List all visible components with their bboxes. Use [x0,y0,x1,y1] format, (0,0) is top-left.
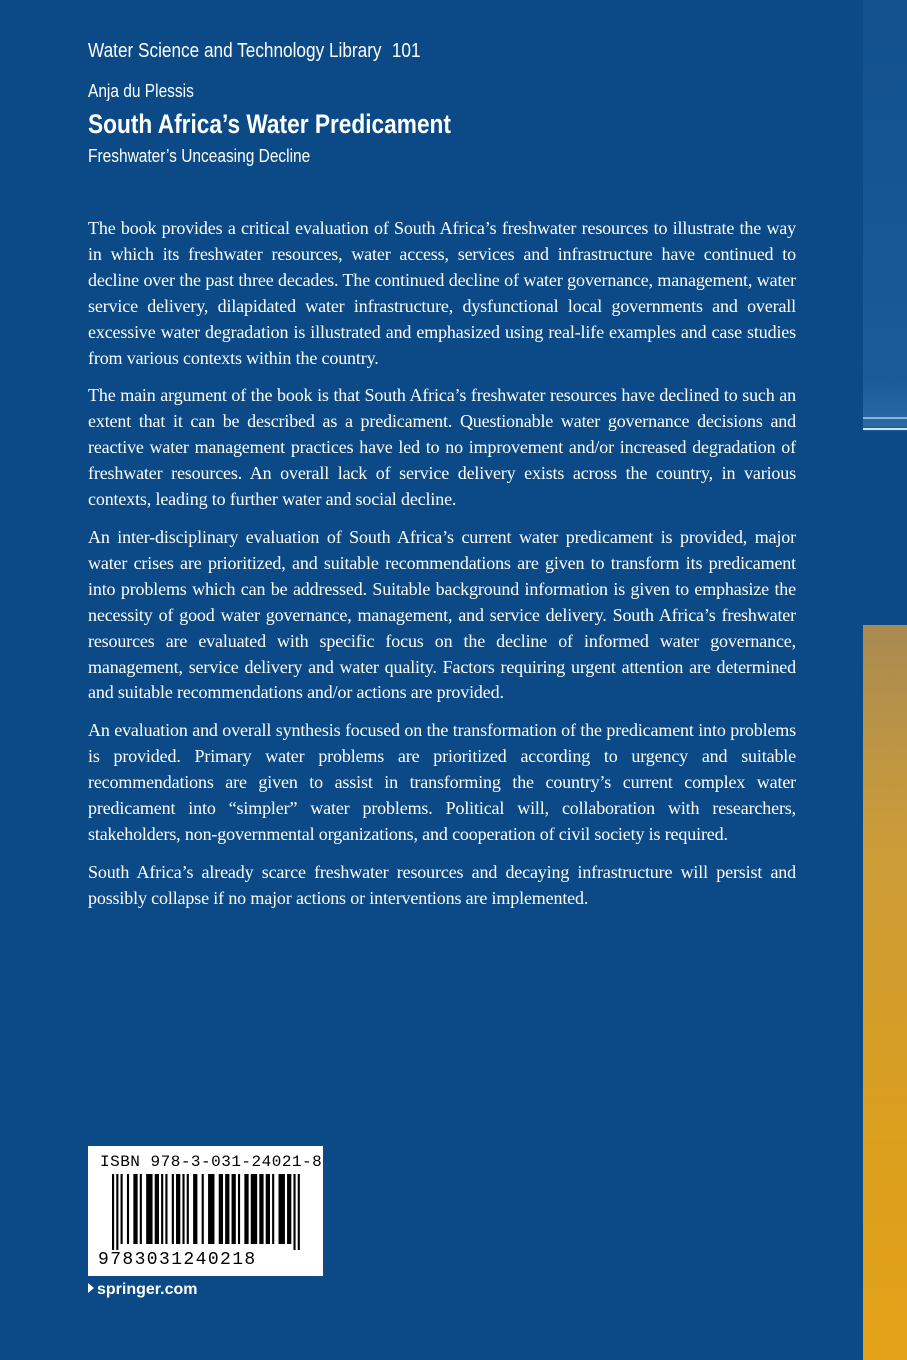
barcode-bar [251,1174,257,1244]
barcode-bar [165,1174,167,1244]
barcode-bar [259,1174,263,1244]
publisher-url: springer.com [97,1281,198,1298]
barcode-bar [298,1174,300,1250]
barcode-bar [187,1174,189,1244]
barcode-bar [161,1174,163,1244]
arrow-icon [88,1283,94,1293]
barcode-bar [219,1174,223,1244]
barcode-bar [172,1174,174,1244]
barcode-bar [182,1174,184,1244]
blurb-paragraph-3: An inter-disciplinary evaluation of South Africa’s current water predicament is provided, major water crises are prioritized, and suitable recommendations are given to transform its predicament into problems which can be addressed. Suitable background information is given to emphasize the necessity of good water governance, management, and service delivery. South Africa’s freshwater resources are evaluated with specific focus on the decline of informed water governance, management, service delivery and water quality. Factors requiring urgent attention are determined and suitable recommendations and/or actions are provided. [88,526,796,703]
barcode-bar [127,1174,129,1244]
blurb-paragraph-4: An evaluation and overall synthesis focused on the transformation of the predicament into problems is provided. Primary water problems are prioritized according to urgency and suitable recommendations are given to assist in transforming the country’s current complex water predicament into “simpler” water problems. Political will, collaboration with researchers, stakeholders, non-governmental organizations, and cooperation of civil society is required. [88,720,796,844]
book-title: South Africa’s Water Predicament [88,109,451,139]
series-line [88,40,421,63]
spine-strip [863,0,907,1360]
barcode-bar [133,1174,137,1244]
barcode-bar [146,1174,152,1244]
barcode-bar [293,1174,295,1250]
book-subtitle: Freshwater’s Unceasing Decline [88,146,311,166]
spine-line-1 [863,417,907,419]
barcode-bar [176,1174,180,1244]
series-name: Water Science and Technology Library [88,40,382,62]
publisher-link[interactable] [88,1281,197,1299]
barcode-bar [112,1174,114,1250]
spine-gold-band [863,625,907,1360]
series-number: 101 [391,40,421,62]
barcode-bar [279,1174,285,1244]
barcode-bar [121,1174,123,1244]
barcode-bar [140,1174,142,1244]
barcode-bar [208,1174,214,1244]
barcode-bar [232,1174,236,1244]
blurb-paragraph-5: South Africa’s already scarce freshwater resources and decaying infrastructure will persist and possibly collapse if no major actions or interventions are implemented. [88,861,796,908]
barcode-block [88,1146,323,1276]
blurb [88,216,796,924]
barcode-bar [202,1174,204,1244]
blurb-paragraph-1: The book provides a critical evaluation of South Africa’s freshwater resources to illustrate the way in which its freshwater resources, water access, services and infrastructure have continued to decline over the past three decades. The continued decline of water governance, management, water service delivery, dilapidated water infrastructure, dysfunctional local governments and overall excessive water degradation is illustrated and emphasized using real-life examples and case studies from various contexts within the country. [88,218,796,368]
barcode-bar [193,1174,197,1244]
author-name: Anja du Plessis [88,81,194,101]
barcode-bar [272,1174,274,1244]
barcode-bars [112,1174,302,1250]
blurb-paragraph-2: The main argument of the book is that South Africa’s freshwater resources have declined to such an extent that it can be described as a predicament. Questionable water governance decisions and reactive water management practices have led to no improvement and/or increased degradation of freshwater resources. An overall lack of service delivery exists across the country, in various contexts, leading to further water and social decline. [88,385,796,510]
isbn-label: ISBN 978-3-031-24021-8 [100,1153,323,1171]
barcode-bar [225,1174,229,1244]
spine-line-2 [863,428,907,430]
barcode-bar [287,1174,291,1244]
barcode-bar [266,1174,270,1244]
barcode-bar [116,1174,118,1250]
barcode-bar [244,1174,248,1244]
ean-digits: 9783031240218 [98,1250,257,1270]
barcode-bar [155,1174,159,1244]
barcode-bar [238,1174,240,1244]
